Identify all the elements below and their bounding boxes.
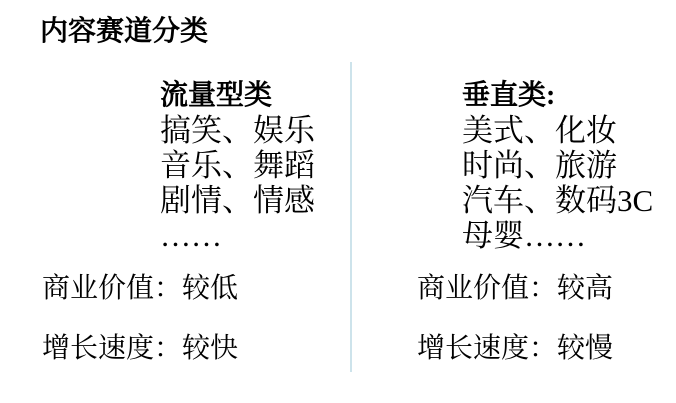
vertical-commercial-value: 商业价值：较高 bbox=[417, 273, 614, 304]
category-item: 音乐、舞蹈 bbox=[160, 148, 315, 183]
vertical-growth-speed: 增长速度：较慢 bbox=[417, 333, 614, 364]
category-item: 时尚、旅游 bbox=[462, 148, 617, 183]
page-title: 内容赛道分类 bbox=[40, 15, 209, 46]
vertical-column-list bbox=[462, 78, 653, 253]
column-divider bbox=[350, 62, 352, 372]
traffic-column-header: 流量型类 bbox=[160, 80, 273, 111]
vertical-column-header: 垂直类: bbox=[462, 80, 556, 111]
category-item: 剧情、情感 bbox=[160, 183, 315, 218]
category-item: 美式、化妆 bbox=[462, 113, 617, 148]
traffic-commercial-value: 商业价值：较低 bbox=[42, 273, 239, 304]
category-item: 搞笑、娱乐 bbox=[160, 113, 315, 148]
traffic-column-list bbox=[160, 78, 315, 253]
traffic-growth-speed: 增长速度：较快 bbox=[42, 333, 239, 364]
category-item: 汽车、数码3C bbox=[462, 183, 654, 218]
category-item-ellipsis: 母婴…… bbox=[462, 218, 586, 253]
category-item-ellipsis: …… bbox=[160, 218, 222, 253]
